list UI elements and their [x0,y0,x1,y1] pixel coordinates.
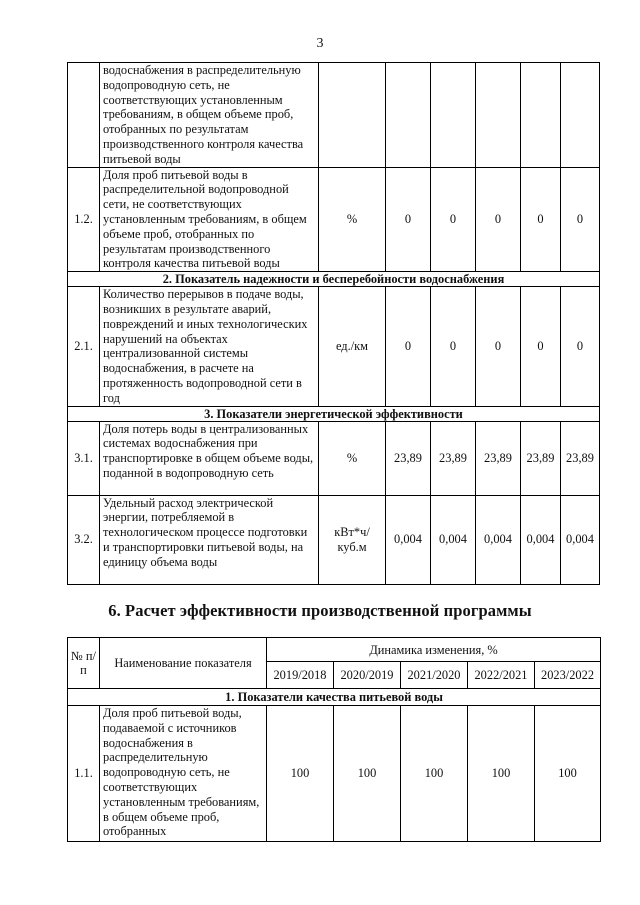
value-cell: 100 [535,706,601,842]
year-header: 2020/2019 [334,662,401,689]
table-row [68,63,600,168]
indicator-name: Количество перерывов в подаче воды, возникших в результате аварий, повреждений и иных технологических нарушений на объектах централизованной системы водоснабжения, в расчете на протяженность водопроводной сети в год [100,287,319,406]
section-title: 3. Показатели энергетической эффективности [68,406,600,421]
table-row [68,167,600,272]
year-header: 2022/2021 [468,662,535,689]
indicators-table [67,62,600,585]
value-cell: 23,89 [476,421,521,495]
unit-cell: ед./км [319,287,386,406]
table-row [68,495,600,584]
value-cell: 0,004 [476,495,521,584]
value-cell: 0 [476,167,521,272]
row-number: 2.1. [68,287,100,406]
value-cell: 0 [521,167,561,272]
value-cell: 0 [386,167,431,272]
value-cell: 0 [431,287,476,406]
value-cell: 100 [468,706,535,842]
year-header: 2019/2018 [267,662,334,689]
section-row [68,272,600,287]
year-header: 2023/2022 [535,662,601,689]
value-cell: 23,89 [561,421,600,495]
row-number: 1.2. [68,167,100,272]
table-row [68,706,601,842]
column-header-number: № п/п [68,638,100,689]
value-cell [521,63,561,168]
value-cell: 0 [431,167,476,272]
value-cell: 23,89 [431,421,476,495]
value-cell: 0 [561,167,600,272]
row-number: 3.2. [68,495,100,584]
row-number: 3.1. [68,421,100,495]
column-header-dynamics: Динамика изменения, % [267,638,601,662]
section-title: 1. Показатели качества питьевой воды [68,689,601,706]
value-cell: 0,004 [561,495,600,584]
value-cell: 0 [521,287,561,406]
indicator-name: Доля проб питьевой воды, подаваемой с источников водоснабжения в распределительную водопроводную сеть, не соответствующих установленным требованиям, в общем объеме проб, отобранных [100,706,267,842]
indicator-name: Удельный расход электрической энергии, потребляемой в технологическом процессе подготовки и транспортировки питьевой воды, на единицу объема воды [100,495,319,584]
value-cell: 0 [386,287,431,406]
value-cell [431,63,476,168]
value-cell [386,63,431,168]
efficiency-table [67,637,601,842]
page-number: 3 [316,36,324,51]
table-row [68,287,600,406]
value-cell: 100 [401,706,468,842]
unit-cell [319,63,386,168]
indicator-name: Доля потерь воды в централизованных системах водоснабжения при транспортировке в общем объеме воды, поданной в водопроводную сеть [100,421,319,495]
value-cell [476,63,521,168]
value-cell: 0 [476,287,521,406]
value-cell: 100 [334,706,401,842]
year-header: 2021/2020 [401,662,468,689]
header-row [68,638,601,662]
row-number: 1.1. [68,706,100,842]
value-cell: 23,89 [521,421,561,495]
value-cell: 0,004 [521,495,561,584]
indicator-name: водоснабжения в распределительную водопроводную сеть, не соответствующих установленным требованиям, в общем объеме проб, отобранных по результатам производственного контроля качества питьевой воды [100,63,319,168]
section-row [68,406,600,421]
value-cell: 0,004 [431,495,476,584]
section-heading: 6. Расчет эффективности производственной программы [108,601,532,620]
unit-cell: кВт*ч/ куб.м [319,495,386,584]
value-cell: 0,004 [386,495,431,584]
indicator-name: Доля проб питьевой воды в распределительной водопроводной сети, не соответствующих установленным требованиям, в общем объеме проб, отобранных по результатам производственного контроля качества питьевой воды [100,167,319,272]
table-row [68,421,600,495]
value-cell: 23,89 [386,421,431,495]
column-header-name: Наименование показателя [100,638,267,689]
section-row [68,689,601,706]
value-cell [561,63,600,168]
unit-cell: % [319,421,386,495]
value-cell: 100 [267,706,334,842]
value-cell: 0 [561,287,600,406]
section-title: 2. Показатель надежности и бесперебойности водоснабжения [68,272,600,287]
row-number [68,63,100,168]
unit-cell: % [319,167,386,272]
